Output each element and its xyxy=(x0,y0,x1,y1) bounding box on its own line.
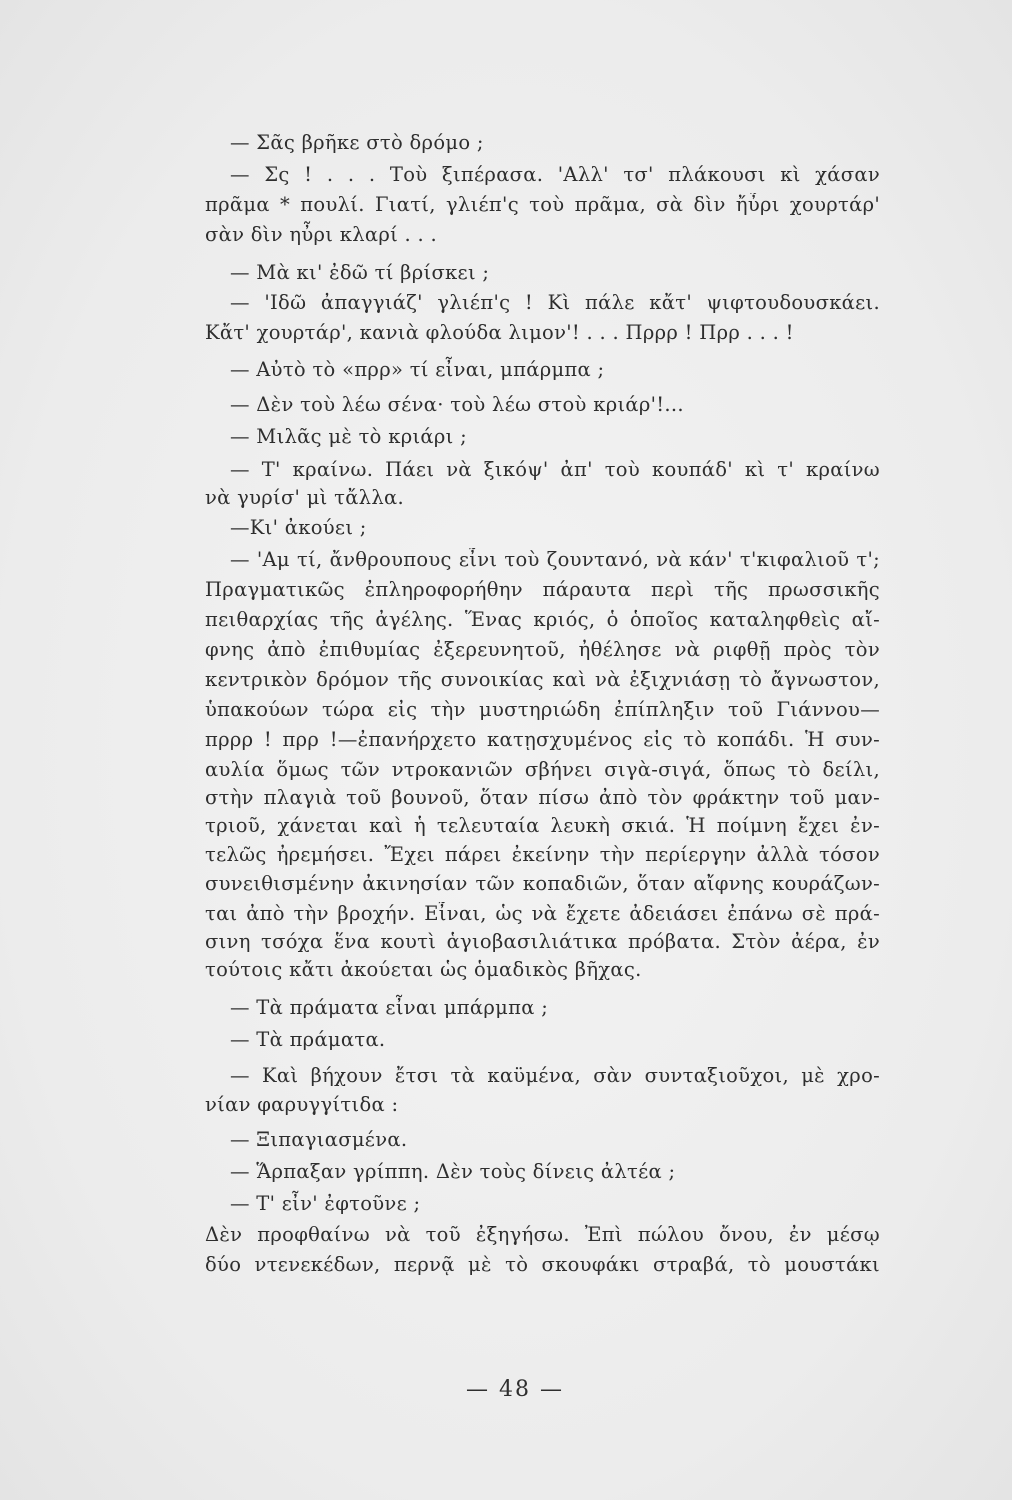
text-line: Δὲν προφθαίνω νὰ τοῦ ἐξηγήσω. Ἐπὶ πώλου ὄνου, ἐν μέσῳ xyxy=(205,1223,880,1246)
text-line: — Καὶ βήχουν ἔτσι τὰ καϋμένα, σὰν συνταξιοῦχοι, μὲ χρο- xyxy=(230,1064,880,1087)
text-line: — Ξιπαγιασμένα. xyxy=(230,1128,408,1151)
text-line: αυλία ὅμως τῶν ντροκανιῶν σβήνει σιγὰ-σιγά, ὅπως τὸ δείλι, xyxy=(205,758,880,781)
text-line: — Τ' κραίνω. Πάει νὰ ξικόψ' ἀπ' τοὺ κουπάδ' κὶ τ' κραίνω xyxy=(230,458,880,481)
text-line: — 'Αμ τί, ἄνθρουπους εἶνι τοὺ ζουντανό, νὰ κάν' τ'κιφαλιοῦ τ'; xyxy=(230,548,880,571)
text-line: — Σς ! . . . Τοὺ ξιπέρασα. 'Αλλ' τσ' πλάκουσι κὶ χάσαν xyxy=(230,163,880,186)
text-line: — Δὲν τοὺ λέω σένα· τοὺ λέω στοὺ κριάρ'!... xyxy=(230,393,684,416)
text-line: ται ἀπὸ τὴν βροχήν. Εἶναι, ὡς νὰ ἔχετε ἀδειάσει ἐπάνω σὲ πρά- xyxy=(205,902,880,925)
text-line: — Τὰ πράματα εἶναι μπάρμπα ; xyxy=(230,996,549,1019)
text-line: σινη τσόχα ἕνα κουτὶ ἁγιοβασιλιάτικα πρόβατα. Στὸν ἀέρα, ἐν xyxy=(205,930,880,953)
text-line: συνειθισμένην ἀκινησίαν τῶν κοπαδιῶν, ὅταν αἴφνης κουράζων- xyxy=(205,872,880,895)
text-line: φνης ἀπὸ ἐπιθυμίας ἐξερευνητοῦ, ἠθέλησε νὰ ριφθῇ πρὸς τὸν xyxy=(205,638,880,661)
text-line: — 'Ιδῶ ἀπαγγιάζ' γλιέπ'ς ! Κὶ πάλε κἄτ' ψιφτουδουσκάει. xyxy=(230,291,880,314)
text-line: δύο ντενεκέδων, περνᾷ μὲ τὸ σκουφάκι στραβά, τὸ μουστάκι xyxy=(205,1253,880,1276)
text-line: κεντρικὸν δρόμον τῆς συνοικίας καὶ νὰ ἐξιχνιάσῃ τὸ ἄγνωστον, xyxy=(205,668,880,691)
text-line: — Σᾶς βρῆκε στὸ δρόμο ; xyxy=(230,131,484,154)
text-line: — Μὰ κι' ἐδῶ τί βρίσκει ; xyxy=(230,261,490,284)
text-line: — Τ' εἶν' ἐφτοῦνε ; xyxy=(230,1192,421,1215)
text-line: — Τὰ πράματα. xyxy=(230,1028,386,1051)
text-line: στὴν πλαγιὰ τοῦ βουνοῦ, ὅταν πίσω ἀπὸ τὸν φράκτην τοῦ μαν- xyxy=(205,786,880,809)
text-line: — Αὐτὸ τὸ «πρρ» τί εἶναι, μπάρμπα ; xyxy=(230,358,605,381)
text-line: τελῶς ἠρεμήσει. Ἔχει πάρει ἐκείνην τὴν περίεργην ἀλλὰ τόσον xyxy=(205,843,880,866)
text-line: Κἄτ' χουρτάρ', κανιὰ φλούδα λιμον'! . . . Πρρρ ! Πρρ . . . ! xyxy=(205,321,794,344)
text-line: Πραγματικῶς ἐπληροφορήθην πάραυτα περὶ τῆς πρωσσικῆς xyxy=(205,578,880,601)
text-line: σὰν δὶν ηὖρι κλαρί . . . xyxy=(205,223,438,246)
text-line: — Μιλᾶς μὲ τὸ κριάρι ; xyxy=(230,425,467,448)
text-line: νίαν φαρυγγίτιδα : xyxy=(205,1093,399,1116)
text-line: τούτοις κἄτι ἀκούεται ὡς ὁμαδικὸς βῆχας. xyxy=(205,958,642,981)
text-line: πρᾶμα * πουλί. Γιατί, γλιέπ'ς τοὺ πρᾶμα, σὰ δὶν ἤὖρι χουρτάρ' xyxy=(205,193,880,216)
text-line: πρρρ ! πρρ !—ἐπανήρχετο κατῃσχυμένος εἰς τὸ κοπάδι. Ἡ συν- xyxy=(205,728,880,751)
text-line: τριοῦ, χάνεται καὶ ἡ τελευταία λευκὴ σκιά. Ἡ ποίμνη ἔχει ἐν- xyxy=(205,814,880,837)
text-line: ὑπακούων τώρα εἰς τὴν μυστηριώδη ἐπίπληξιν τοῦ Γιάννου— xyxy=(205,698,880,721)
text-line: πειθαρχίας τῆς ἀγέλης. Ἕνας κριός, ὁ ὁποῖος καταληφθεὶς αἴ- xyxy=(205,608,880,631)
text-line: νὰ γυρίσ' μὶ τἄλλα. xyxy=(205,486,404,509)
text-line: — Ἅρπαξαν γρίππη. Δὲν τοὺς δίνεις ἀλτέα ; xyxy=(230,1160,676,1183)
text-line: —Κι' ἀκούει ; xyxy=(230,516,367,539)
page-number: — 48 — xyxy=(466,1377,564,1402)
